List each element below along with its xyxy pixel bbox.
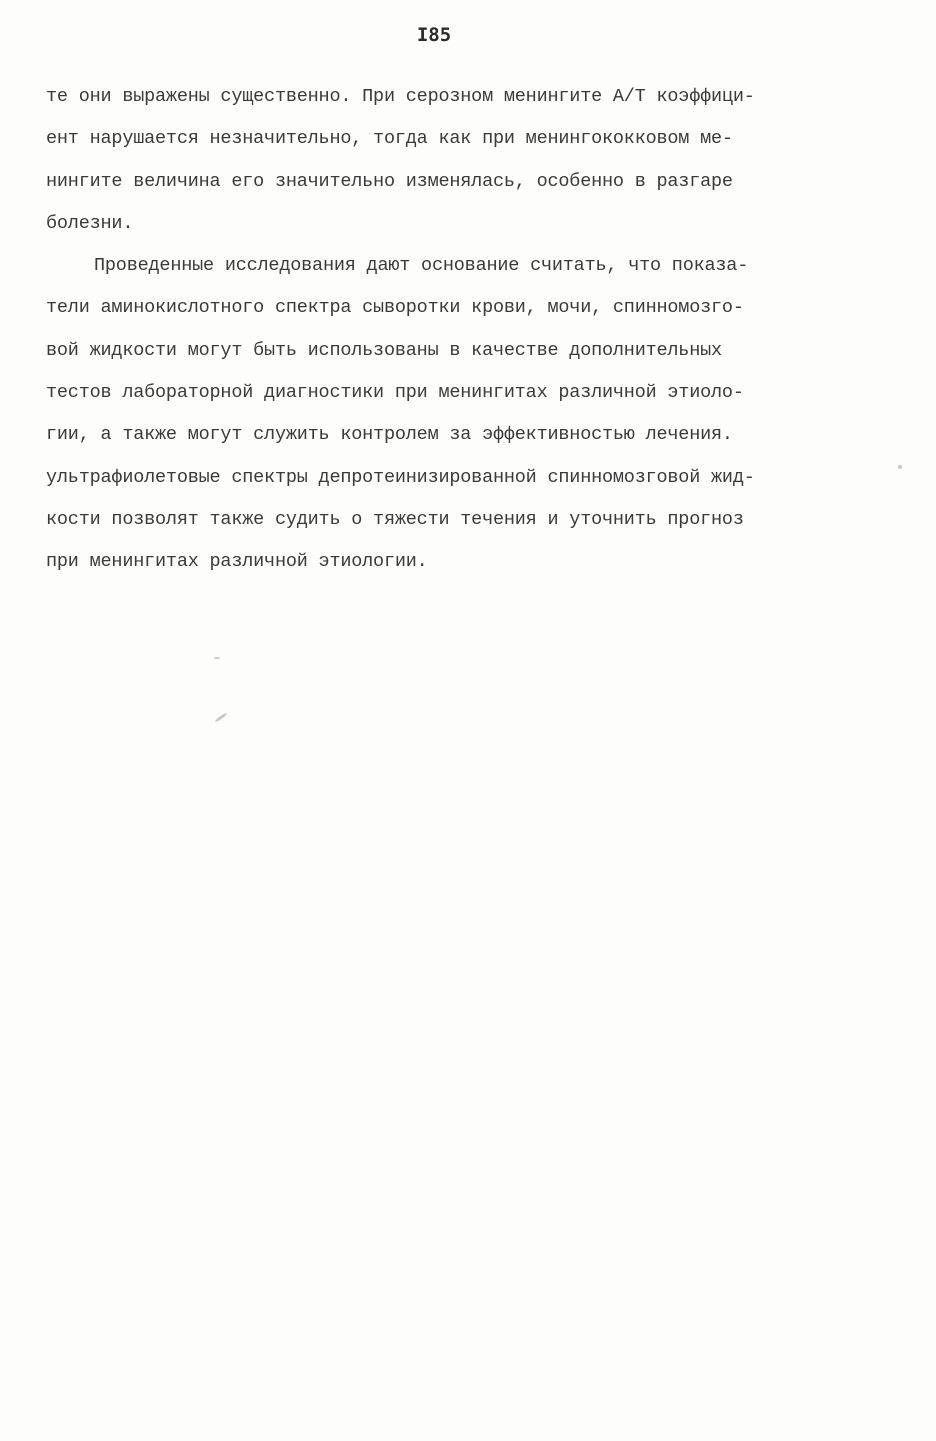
scan-speck xyxy=(214,712,227,722)
paragraph-1 xyxy=(46,76,896,245)
text-line: тестов лабораторной диагностики при менингитах различной этиоло- xyxy=(46,382,744,404)
body-text xyxy=(46,76,896,584)
page-number: I85 xyxy=(416,24,452,46)
text-line: тели аминокислотного спектра сыворотки крови, мочи, спинномозго- xyxy=(46,297,744,319)
text-line: болезни. xyxy=(46,212,134,234)
paragraph-2 xyxy=(46,245,896,583)
text-line: нингите величина его значительно изменялась, особенно в разгаре xyxy=(46,170,733,192)
text-line: кости позволят также судить о тяжести течения и уточнить прогноз xyxy=(46,508,744,530)
scan-speck xyxy=(214,657,220,659)
text-line: при менингитах различной этиологии. xyxy=(46,551,428,573)
text-line: гии, а также могут служить контролем за эффективностью лечения. xyxy=(46,424,733,446)
text-line: ультрафиолетовые спектры депротеинизированной спинномозговой жид- xyxy=(46,466,755,488)
scan-speck xyxy=(898,465,902,469)
text-line: Проведенные исследования дают основание считать, что показа- xyxy=(94,255,749,277)
text-line: вой жидкости могут быть использованы в качестве дополнительных xyxy=(46,339,722,361)
text-line: те они выражены существенно. При серозном менингите А/Т коэффици- xyxy=(46,86,755,107)
text-line: ент нарушается незначительно, тогда как при менингококковом ме- xyxy=(46,128,733,150)
